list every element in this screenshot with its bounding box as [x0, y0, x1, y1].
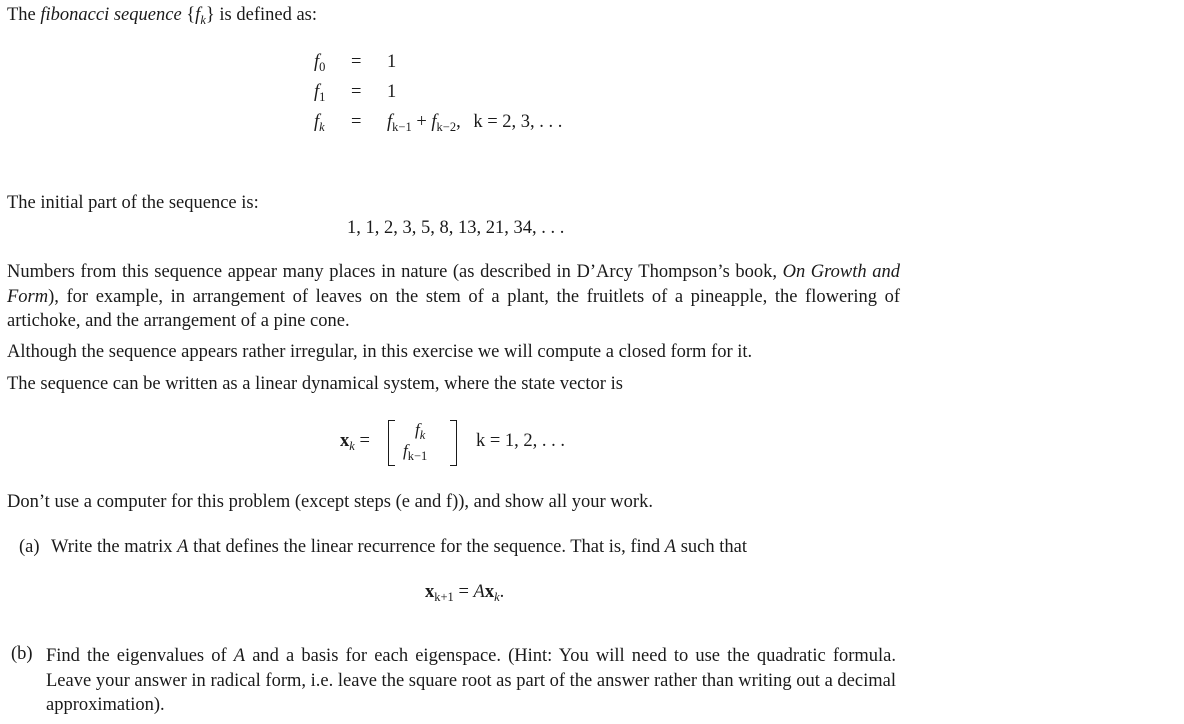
initial-text: The initial part of the sequence is:: [7, 193, 259, 213]
state-vector-condition: k = 1, 2, . . .: [476, 431, 566, 451]
irregular-text: Although the sequence appears rather irregular, in this exercise we will compute a closed form for it.: [7, 342, 753, 362]
sequence-values: 1, 1, 2, 3, 5, 8, 13, 21, 34, . . .: [347, 218, 565, 238]
intro-term: fibonacci sequence: [40, 5, 182, 25]
intro-post: is defined as:: [219, 5, 318, 25]
sequence-set: $\{f_k\}$: [186, 5, 215, 27]
def-row-0-eq: =: [351, 52, 362, 72]
part-a-text: Write the matrix A that defines the linear recurrence for the sequence. That is, find A such that: [51, 537, 748, 557]
def-row-0-rhs: 1: [387, 52, 397, 72]
state-vector-lhs: $x_k$ =: [340, 431, 370, 453]
book-title: On Growth and Form: [7, 262, 900, 307]
intro-pre: The: [7, 5, 41, 25]
def-row-1: $f_1$: [314, 82, 326, 104]
part-b-label: (b): [11, 644, 33, 664]
def-condition: k = 2, 3, . . .: [473, 112, 563, 132]
left-bracket: [388, 420, 395, 466]
def-row-2-rhs: $f_{k-1} + f_{k-2}$, k = 2, 3, . . .: [387, 112, 563, 134]
part-b-text: Find the eigenvalues of A and a basis for each eigenspace. (Hint: You will need to use the quadratic formula. Leave your answer in radical form, i.e. leave the square root as part of the answer rather than writing out a decimal approximation).: [46, 646, 897, 715]
nature-paragraph: Numbers from this sequence appear many places in nature (as described in D’Arcy Thompson’s book, On Growth and Form), for example, in arrangement of leaves on the stem of a plant, the fruitlets of a pineapple, the flowering of artichoke, and the arrangement of a pine cone.: [7, 262, 900, 331]
def-row-1-rhs: 1: [387, 82, 397, 102]
def-row-0: $f_0$: [314, 52, 326, 74]
matrix-bottom-entry: $f_{k-1}$: [403, 441, 428, 463]
matrix-top-entry: $f_k$: [415, 420, 426, 442]
right-bracket: [450, 420, 457, 466]
def-row-1-eq: =: [351, 82, 362, 102]
recurrence-equation: $x_{k+1} = Ax_k$.: [425, 582, 505, 604]
system-text: The sequence can be written as a linear dynamical system, where the state vector is: [7, 374, 623, 394]
def-row-2-eq: =: [351, 112, 362, 132]
part-a-label: (a): [19, 537, 40, 557]
def-row-2: $f_k$: [314, 112, 325, 134]
state-vector-matrix: [388, 420, 457, 467]
instruction-text: Don’t use a computer for this problem (except steps (e and f)), and show all your work.: [7, 492, 653, 512]
intro-line: [7, 5, 317, 28]
